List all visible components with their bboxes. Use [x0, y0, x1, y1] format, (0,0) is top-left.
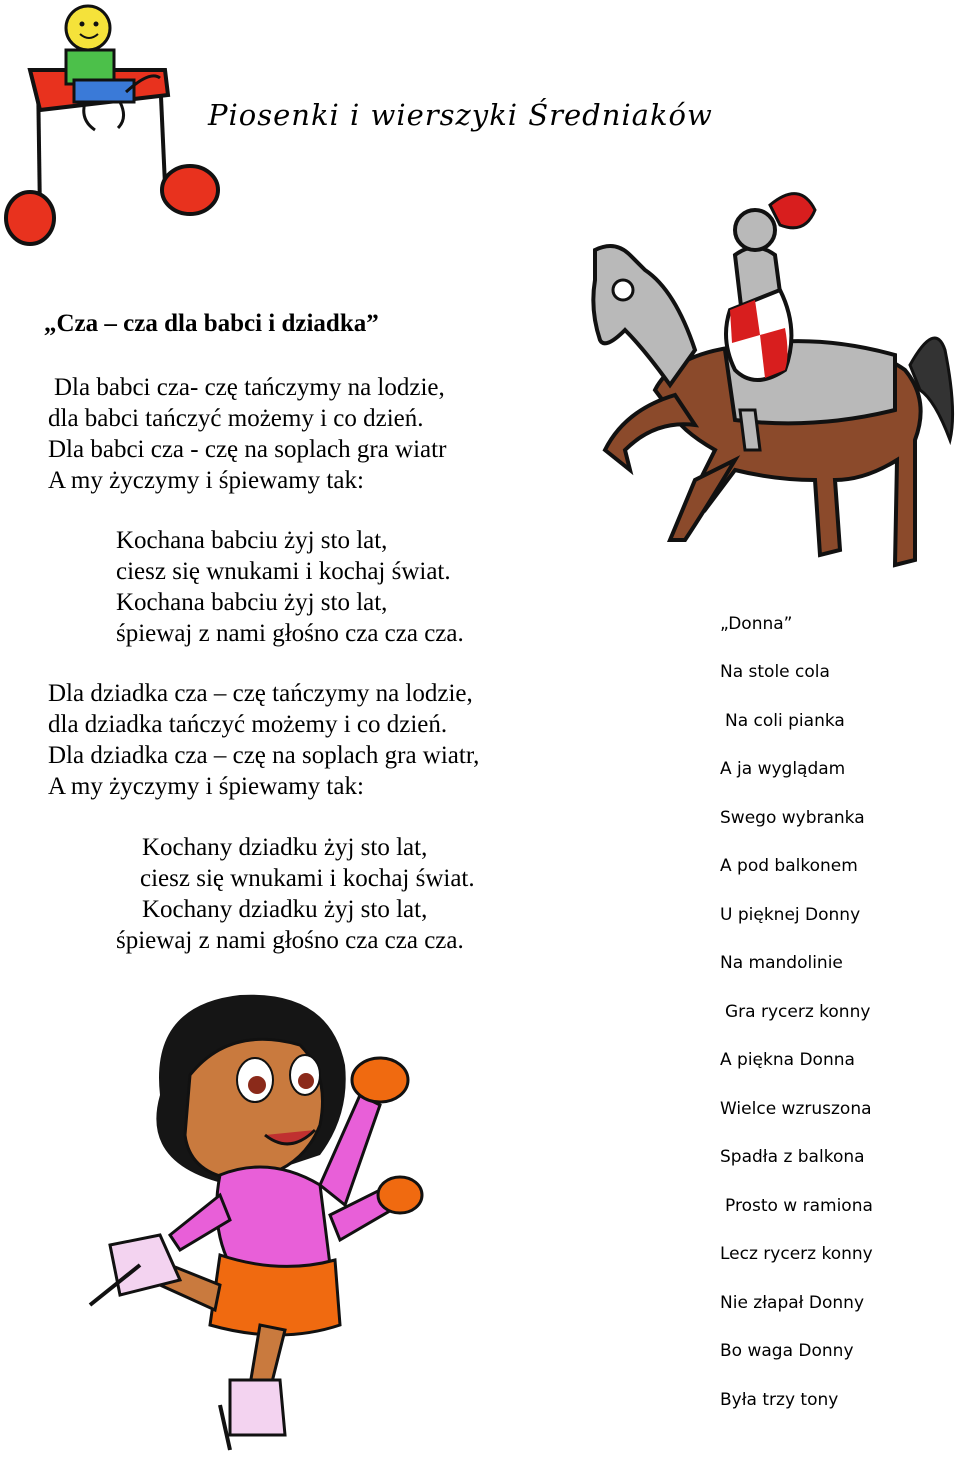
poem-line: dla babci tańczyć możemy i co dzień.: [48, 405, 424, 432]
poem-line: U pięknej Donny: [720, 905, 861, 925]
poem-line: Na coli pianka: [725, 711, 845, 731]
poem-line: A pod balkonem: [720, 856, 858, 876]
poem-line: Kochany dziadku żyj sto lat,: [142, 834, 428, 861]
poem-line: Na mandolinie: [720, 953, 843, 973]
poem-title-donna: „Donna”: [720, 614, 793, 634]
poem-line: ciesz się wnukami i kochaj świat.: [140, 865, 475, 892]
poem-line: Dla babci cza- czę tańczymy na lodzie,: [54, 374, 445, 401]
chorus-1: [116, 525, 464, 649]
stanza-2: [48, 678, 479, 802]
poem-line: A piękna Donna: [720, 1050, 855, 1070]
music-note-kid-illustration: [0, 0, 230, 250]
poem-line: A ja wyglądam: [720, 759, 846, 779]
poem-line: Kochana babciu żyj sto lat,: [116, 589, 388, 616]
poem-line: śpiewaj z nami głośno cza cza cza.: [116, 927, 464, 954]
knight-on-horse-illustration: [585, 180, 960, 580]
poem-line: Bo waga Donny: [720, 1341, 854, 1361]
poem-title-babci-dziadka: „Cza – cza dla babci i dziadka”: [44, 310, 379, 337]
poem-line: Kochany dziadku żyj sto lat,: [142, 896, 428, 923]
poem-line: Dla dziadka cza – czę tańczymy na lodzie,: [48, 680, 473, 707]
poem-line: Dla dziadka cza – czę na soplach gra wiatr,: [48, 742, 480, 769]
chorus-2: [116, 832, 475, 956]
stanza-1: [48, 372, 446, 496]
poem-line: Prosto w ramiona: [725, 1196, 873, 1216]
poem-line: Spadła z balkona: [720, 1147, 865, 1167]
poem-line: Na stole cola: [720, 662, 830, 682]
poem-line: Kochana babciu żyj sto lat,: [116, 527, 388, 554]
poem-line: A my życzymy i śpiewamy tak:: [48, 773, 364, 800]
poem-line: Była trzy tony: [720, 1390, 839, 1410]
poem-line: ciesz się wnukami i kochaj świat.: [116, 558, 451, 585]
poem-line: Dla babci cza - czę na soplach gra wiatr: [48, 436, 447, 463]
poem-line: Nie złapał Donny: [720, 1293, 865, 1313]
poem-line: A my życzymy i śpiewamy tak:: [48, 467, 364, 494]
poem-line: Lecz rycerz konny: [720, 1244, 873, 1264]
page-title: Piosenki i wierszyki Średniaków: [208, 98, 713, 132]
poem-line: Gra rycerz konny: [725, 1002, 871, 1022]
poem-line: Wielce wzruszona: [720, 1099, 872, 1119]
poem-line: dla dziadka tańczyć możemy i co dzień.: [48, 711, 448, 738]
poem-line: Swego wybranka: [720, 808, 865, 828]
poem-line: śpiewaj z nami głośno cza cza cza.: [116, 620, 464, 647]
skating-girl-illustration: [80, 985, 440, 1455]
